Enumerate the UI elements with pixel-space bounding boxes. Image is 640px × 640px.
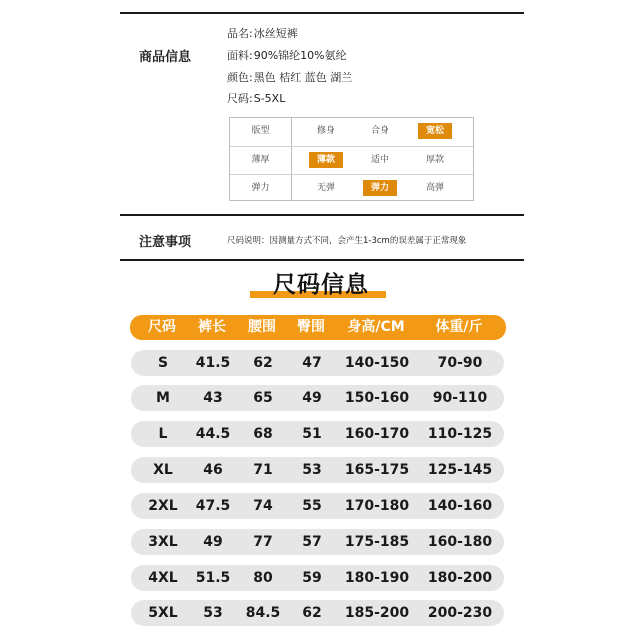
property-grid bbox=[229, 117, 474, 201]
column-header: 裤长 bbox=[198, 319, 226, 335]
height-cell: 175-185 bbox=[344, 534, 410, 550]
height-cell: 170-180 bbox=[344, 498, 410, 514]
height-cell: 150-160 bbox=[344, 390, 410, 406]
length-cell: 47.5 bbox=[195, 498, 231, 514]
size-cell: 5XL bbox=[148, 605, 178, 621]
property-name: 版型 bbox=[251, 126, 270, 136]
hip-cell: 55 bbox=[302, 498, 322, 514]
size-row-4xl bbox=[131, 565, 504, 591]
column-header: 身高/CM bbox=[347, 319, 405, 335]
bottom-divider bbox=[120, 259, 524, 261]
size-row-s bbox=[131, 350, 504, 376]
property-option: 高弹 bbox=[425, 183, 444, 193]
property-option: 适中 bbox=[370, 155, 389, 165]
weight-cell: 180-200 bbox=[427, 570, 493, 586]
waist-cell: 68 bbox=[253, 426, 273, 442]
top-divider bbox=[120, 12, 524, 14]
waist-cell: 71 bbox=[253, 462, 273, 478]
size-row-3xl bbox=[131, 529, 504, 555]
size-row-2xl bbox=[131, 493, 504, 519]
hip-cell: 57 bbox=[302, 534, 322, 550]
size-cell: XL bbox=[153, 462, 173, 478]
hip-cell: 62 bbox=[302, 605, 322, 621]
length-cell: 51.5 bbox=[195, 570, 231, 586]
waist-cell: 77 bbox=[253, 534, 273, 550]
size-cell: 4XL bbox=[148, 570, 178, 586]
property-option-selected: 薄款 bbox=[301, 147, 351, 174]
weight-cell: 70-90 bbox=[437, 355, 483, 371]
column-header: 臀围 bbox=[297, 319, 325, 335]
size-cell: S bbox=[157, 355, 169, 371]
size-row-m bbox=[131, 385, 504, 411]
size-chart-title: 尺码信息 bbox=[273, 272, 369, 298]
length-cell: 49 bbox=[203, 534, 223, 550]
notes-heading: 注意事项 bbox=[139, 235, 192, 250]
weight-cell: 90-110 bbox=[432, 390, 488, 406]
product-info-heading: 商品信息 bbox=[139, 50, 192, 65]
attr-color bbox=[227, 69, 352, 85]
weight-cell: 160-180 bbox=[427, 534, 493, 550]
property-option-selected: 弹力 bbox=[355, 175, 405, 202]
property-option: 厚款 bbox=[425, 155, 444, 165]
property-option: 无弹 bbox=[316, 183, 335, 193]
size-row-xl bbox=[131, 457, 504, 483]
attr-color-label: 颜色: bbox=[227, 71, 253, 84]
attr-color-value: 黑色 桔红 蓝色 湖兰 bbox=[253, 71, 353, 84]
size-cell: 3XL bbox=[148, 534, 178, 550]
waist-cell: 80 bbox=[253, 570, 273, 586]
attr-fabric bbox=[227, 47, 347, 63]
size-cell: 2XL bbox=[148, 498, 178, 514]
size-cell: M bbox=[156, 390, 170, 406]
column-header: 尺码 bbox=[148, 319, 176, 335]
column-header: 腰围 bbox=[248, 319, 276, 335]
height-cell: 180-190 bbox=[344, 570, 410, 586]
weight-cell: 125-145 bbox=[427, 462, 493, 478]
height-cell: 185-200 bbox=[344, 605, 410, 621]
property-row-elasticity bbox=[230, 174, 473, 202]
weight-cell: 200-230 bbox=[427, 605, 493, 621]
property-option: 修身 bbox=[316, 126, 335, 136]
attr-size-value: S-5XL bbox=[253, 92, 286, 105]
property-row-thickness bbox=[230, 146, 473, 174]
height-cell: 140-150 bbox=[344, 355, 410, 371]
property-name: 弹力 bbox=[251, 183, 270, 193]
length-cell: 41.5 bbox=[195, 355, 231, 371]
weight-cell: 140-160 bbox=[427, 498, 493, 514]
middle-divider bbox=[120, 214, 524, 216]
property-row-fit bbox=[230, 118, 473, 145]
hip-cell: 49 bbox=[302, 390, 322, 406]
weight-cell: 110-125 bbox=[427, 426, 493, 442]
attr-name bbox=[227, 25, 298, 41]
hip-cell: 51 bbox=[302, 426, 322, 442]
length-cell: 44.5 bbox=[195, 426, 231, 442]
attr-fabric-value: 90%锦纶10%氨纶 bbox=[253, 49, 347, 62]
property-name: 薄厚 bbox=[251, 155, 270, 165]
hip-cell: 59 bbox=[302, 570, 322, 586]
waist-cell: 65 bbox=[253, 390, 273, 406]
property-option: 合身 bbox=[370, 126, 389, 136]
length-cell: 46 bbox=[203, 462, 223, 478]
notes-text: 尺码说明：因测量方式不同，会产生1-3cm的误差属于正常现象 bbox=[227, 236, 467, 246]
attr-name-label: 品名: bbox=[227, 27, 253, 40]
waist-cell: 62 bbox=[253, 355, 273, 371]
length-cell: 53 bbox=[203, 605, 223, 621]
length-cell: 43 bbox=[203, 390, 223, 406]
hip-cell: 47 bbox=[302, 355, 322, 371]
size-table-header bbox=[130, 315, 506, 340]
attr-size-label: 尺码: bbox=[227, 92, 253, 105]
size-row-l bbox=[131, 421, 504, 447]
attr-size bbox=[227, 90, 285, 106]
waist-cell: 84.5 bbox=[245, 605, 281, 621]
height-cell: 160-170 bbox=[344, 426, 410, 442]
height-cell: 165-175 bbox=[344, 462, 410, 478]
hip-cell: 53 bbox=[302, 462, 322, 478]
size-row-5xl bbox=[131, 600, 504, 626]
waist-cell: 74 bbox=[253, 498, 273, 514]
attr-name-value: 冰丝短裤 bbox=[253, 27, 298, 40]
size-cell: L bbox=[158, 426, 168, 442]
column-header: 体重/斤 bbox=[435, 319, 483, 335]
property-option-selected: 宽松 bbox=[410, 118, 460, 145]
attr-fabric-label: 面料: bbox=[227, 49, 253, 62]
